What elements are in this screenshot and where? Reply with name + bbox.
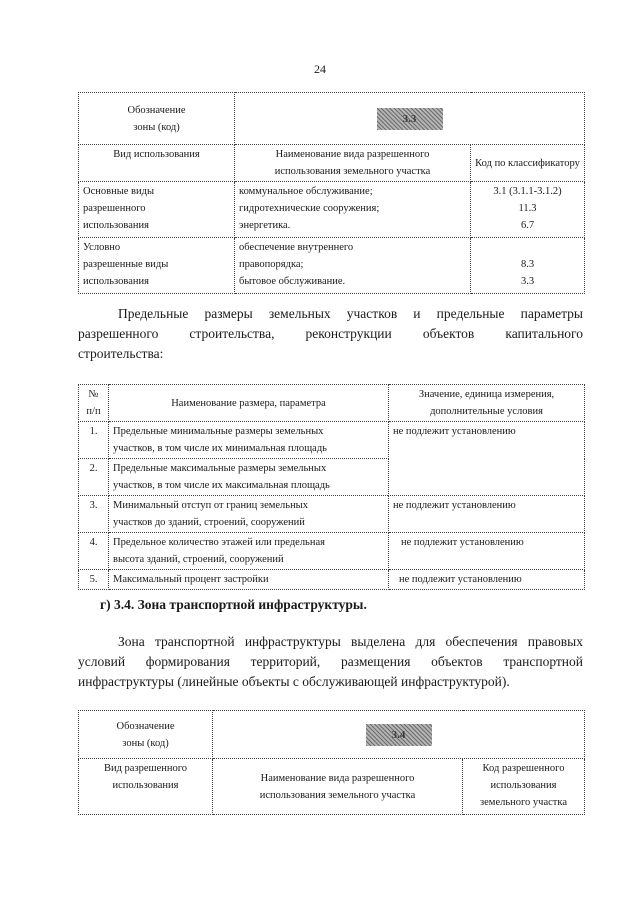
conditional-uses-codes: [471, 238, 585, 294]
type-line: Условно: [83, 242, 121, 253]
zone-code-cell: [213, 711, 585, 759]
row-param-name: [109, 422, 389, 459]
zone-label-cell: [79, 711, 213, 759]
type-line: разрешенного: [83, 203, 146, 214]
header-line: дополнительные условия: [430, 406, 543, 417]
paragraph-line: строительства:: [78, 346, 164, 361]
header-line: Наименование вида разрешенного: [260, 772, 415, 784]
param-line: Предельное количество этажей или предельная: [113, 537, 325, 548]
header-line: использования земельного участка: [274, 166, 431, 177]
header-line: использования земельного участка: [259, 789, 416, 801]
header-use-type: Вид использования: [79, 145, 235, 182]
use-name-line: бытовое обслуживание.: [239, 276, 346, 287]
zone-label-line: Обозначение: [127, 104, 186, 116]
use-code-line: 3.1 (3.1.1-3.1.2): [493, 186, 562, 197]
use-code-line: 6.7: [520, 220, 535, 231]
type-line: разрешенные виды: [83, 259, 169, 270]
header-line: №: [88, 389, 99, 400]
conditional-uses-names: [235, 238, 471, 294]
zone-label-line: зоны (код): [133, 121, 180, 133]
section-heading: г) 3.4. Зона транспортной инфраструктуры.: [100, 597, 367, 612]
paragraph-line: разрешенного строительства, реконструкции объектов капитального: [78, 326, 583, 341]
param-line: участков, в том числе их минимальная площадь: [113, 443, 327, 454]
use-name-line: гидротехнические сооружения;: [239, 203, 380, 214]
main-uses-type: [79, 182, 235, 238]
header-param-value: [389, 385, 585, 422]
conditional-uses-type: [79, 238, 235, 294]
main-uses-codes: [471, 182, 585, 238]
header-use-name: [213, 759, 463, 815]
header-classifier-code: Код по классификатору: [471, 145, 585, 182]
parameters-table: [78, 384, 585, 590]
use-code-line: 11.3: [518, 203, 537, 214]
header-line: Значение, единица измерения,: [418, 389, 555, 400]
use-name-line: энергетика.: [239, 220, 291, 231]
use-name-line: правопорядка;: [239, 259, 304, 270]
param-line: Предельные минимальные размеры земельных: [113, 426, 324, 437]
zone-code-cell: [235, 93, 585, 145]
use-code-line: 8.3: [520, 259, 535, 270]
header-use-name: [235, 145, 471, 182]
param-line: высота зданий, строений, сооружений: [113, 554, 284, 565]
row-num: 2.: [79, 459, 109, 496]
type-line: Основные виды: [83, 186, 155, 197]
header-line: земельного участка: [480, 797, 567, 808]
limits-paragraph: [78, 304, 583, 364]
use-name-line: обеспечение внутреннего: [239, 242, 354, 253]
row-num: 1.: [79, 422, 109, 459]
type-line: использования: [83, 220, 149, 231]
use-code-line: 3.3: [520, 276, 535, 287]
use-name-line: коммунальное обслуживание;: [239, 186, 373, 197]
paragraph-line: инфраструктуры (линейные объекты с обслуживающей инфраструктурой).: [78, 674, 510, 689]
type-line: использования: [83, 276, 149, 287]
zone-3-4-table: [78, 710, 585, 815]
row-param-value: не подлежит установлению: [389, 570, 585, 590]
row-param-name: Максимальный процент застройки: [109, 570, 389, 590]
header-line: п/п: [86, 406, 101, 417]
header-line: использования: [490, 780, 557, 791]
zone-code-badge: 3.4: [366, 724, 432, 746]
param-line: Предельные максимальные размеры земельных: [113, 463, 327, 474]
header-line: Код разрешенного: [482, 763, 565, 774]
param-line: участков, в том числе их максимальная площадь: [113, 480, 330, 491]
row-param-name: [109, 533, 389, 570]
header-num: [79, 385, 109, 422]
row-num: 3.: [79, 496, 109, 533]
row-param-value: не подлежит установлению: [389, 533, 585, 570]
header-param-name: Наименование размера, параметра: [109, 385, 389, 422]
zone-code-badge: 3.3: [377, 108, 443, 130]
zone-label-line: Обозначение: [116, 720, 175, 732]
paragraph-line: условий формирования территорий, размещения объектов транспортной: [78, 654, 583, 669]
row-param-value: не подлежит установлению: [389, 496, 585, 533]
header-use-type: [79, 759, 213, 815]
header-line: использования: [112, 780, 179, 791]
header-permitted-code: [463, 759, 585, 815]
header-line: Наименование вида разрешенного: [275, 149, 430, 160]
paragraph-line: Предельные размеры земельных участков и предельные параметры: [118, 306, 583, 321]
zone-label-line: зоны (код): [122, 737, 169, 749]
row-param-name: [109, 459, 389, 496]
param-line: участков до зданий, строений, сооружений: [113, 517, 305, 528]
param-line: Минимальный отступ от границ земельных: [113, 500, 308, 511]
zone-label-cell: [79, 93, 235, 145]
header-line: Вид разрешенного: [103, 763, 188, 774]
row-num: 4.: [79, 533, 109, 570]
zone-description-paragraph: [78, 632, 583, 692]
row-param-name: [109, 496, 389, 533]
row-param-value: не подлежит установлению: [389, 422, 585, 496]
page-number: 24: [314, 62, 326, 76]
main-uses-names: [235, 182, 471, 238]
zone-3-3-table: [78, 92, 585, 294]
paragraph-line: Зона транспортной инфраструктуры выделена для обеспечения правовых: [118, 634, 583, 649]
row-num: 5.: [79, 570, 109, 590]
